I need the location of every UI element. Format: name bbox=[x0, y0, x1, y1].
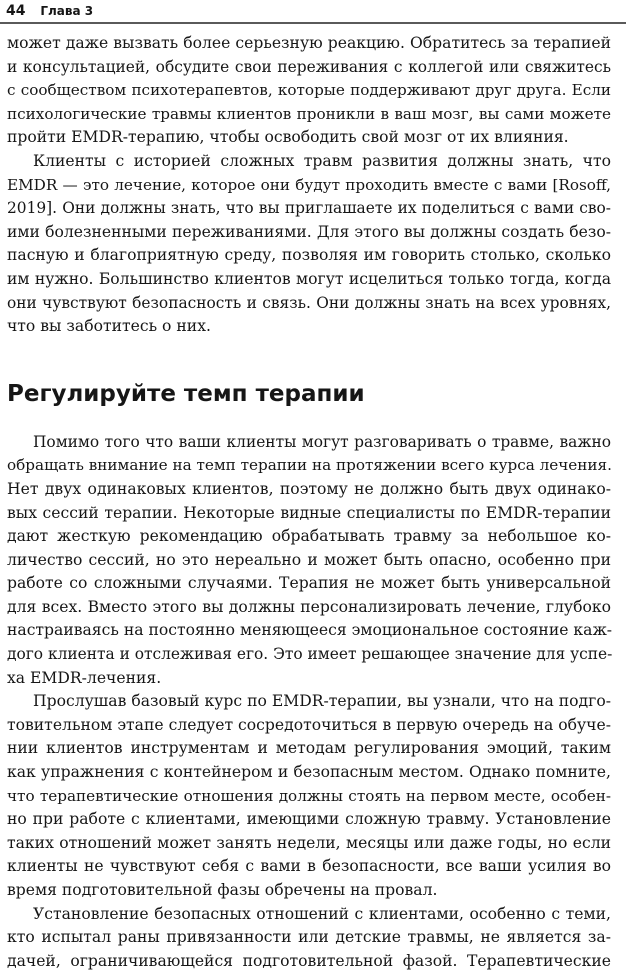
text-line: личество сессий, но это нереально и может быть опасно, особенно при bbox=[7, 550, 611, 569]
text-line: для всех. Вместо этого вы должны персонализировать лечение, глубоко bbox=[7, 597, 611, 616]
running-head bbox=[6, 3, 93, 19]
text-line: может даже вызвать более серьезную реакцию. Обратитесь за терапией bbox=[7, 34, 611, 52]
header-rule bbox=[0, 22, 626, 24]
text-line: им нужно. Большинство клиентов могут исцелиться только тогда, когда bbox=[7, 269, 611, 288]
body-text bbox=[7, 32, 611, 973]
paragraph bbox=[7, 32, 611, 150]
page-number: 44 bbox=[6, 3, 26, 19]
chapter-title: Глава 3 bbox=[40, 4, 94, 18]
text-line: пасную и благоприятную среду, позволяя им говорить столько, сколько bbox=[7, 246, 611, 265]
text-line: обращать внимание на темп терапии на протяжении всего курса лечения. bbox=[7, 456, 612, 475]
text-line: дого клиента и отслеживая его. Это имеет решающее значение для успе- bbox=[7, 645, 613, 664]
text-line: но при работе с клиентами, имеющими сложную травму. Установление bbox=[7, 810, 611, 829]
text-line: дачей, ограничивающейся подготовительной фазой. Терапевтические bbox=[7, 951, 611, 970]
text-line: Помимо того что ваши клиенты могут разговаривать о травме, важно bbox=[33, 432, 611, 451]
text-line: пройти EMDR-терапию, чтобы освободить свой мозг от их влияния. bbox=[7, 128, 569, 147]
text-line: Установление безопасных отношений с клиентами, особенно с теми, bbox=[33, 904, 611, 923]
text-line: что вы заботитесь о них. bbox=[7, 317, 211, 336]
paragraph bbox=[7, 690, 611, 902]
text-line: дают жесткую рекомендацию обрабатывать травму за небольшое ко- bbox=[7, 527, 611, 546]
text-line: вых сессий терапии. Некоторые видные специалисты по EMDR-терапии bbox=[7, 503, 611, 522]
text-line: товительном этапе следует сосредоточиться в первую очередь на обуче- bbox=[7, 715, 611, 734]
text-line: настраиваясь на постоянно меняющееся эмоциональное состояние каж- bbox=[7, 621, 613, 640]
text-line: они чувствуют безопасность и связь. Они должны знать на всех уровнях, bbox=[7, 293, 611, 312]
text-line: клиенты не чувствуют себя с вами в безопасности, все ваши усилия во bbox=[7, 857, 611, 876]
text-line: и консультацией, обсудите свои переживания с коллегой или свяжитесь bbox=[7, 57, 611, 76]
text-line: ими болезненными переживаниями. Для этого вы должны создать безо- bbox=[7, 222, 611, 241]
text-line: 2019]. Они должны знать, что вы приглашаете их поделиться с вами сво- bbox=[7, 199, 611, 218]
text-line: Прослушав базовый курс по EMDR-терапии, вы узнали, что на подго- bbox=[33, 692, 611, 711]
text-line: как упражнения с контейнером и безопасным местом. Однако помните, bbox=[7, 763, 611, 782]
text-line: что терапевтические отношения должны стоять на первом месте, особен- bbox=[7, 786, 611, 805]
text-line: EMDR — это лечение, которое они будут проходить вместе с вами [Rosoff, bbox=[7, 175, 611, 194]
text-line: таких отношений может занять недели, месяцы или даже годы, но если bbox=[7, 833, 611, 852]
text-line: кто испытал раны привязанности или детские травмы, не является за- bbox=[7, 928, 611, 947]
paragraph bbox=[7, 150, 611, 339]
paragraph bbox=[7, 903, 611, 973]
text-line: Нет двух одинаковых клиентов, поэтому не должно быть двух одинако- bbox=[7, 479, 611, 498]
text-line: работе со сложными случаями. Терапия не может быть универсальной bbox=[7, 574, 611, 593]
section-spacer bbox=[7, 339, 611, 371]
text-line: нии клиентов инструментам и методам регулирования эмоций, таким bbox=[7, 739, 611, 758]
text-line: время подготовительной фазы обречены на провал. bbox=[7, 881, 438, 899]
text-line: с сообществом психотерапевтов, которые поддерживают друг друга. Если bbox=[7, 81, 611, 100]
section-heading: Регулируйте темп терапии bbox=[7, 380, 365, 407]
paragraph bbox=[7, 431, 611, 691]
text-line: психологические травмы клиентов проникли в ваш мозг, вы сами можете bbox=[7, 104, 611, 123]
text-line: Клиенты с историей сложных травм развития должны знать, что bbox=[33, 151, 611, 170]
text-line: ха EMDR-лечения. bbox=[7, 668, 162, 687]
